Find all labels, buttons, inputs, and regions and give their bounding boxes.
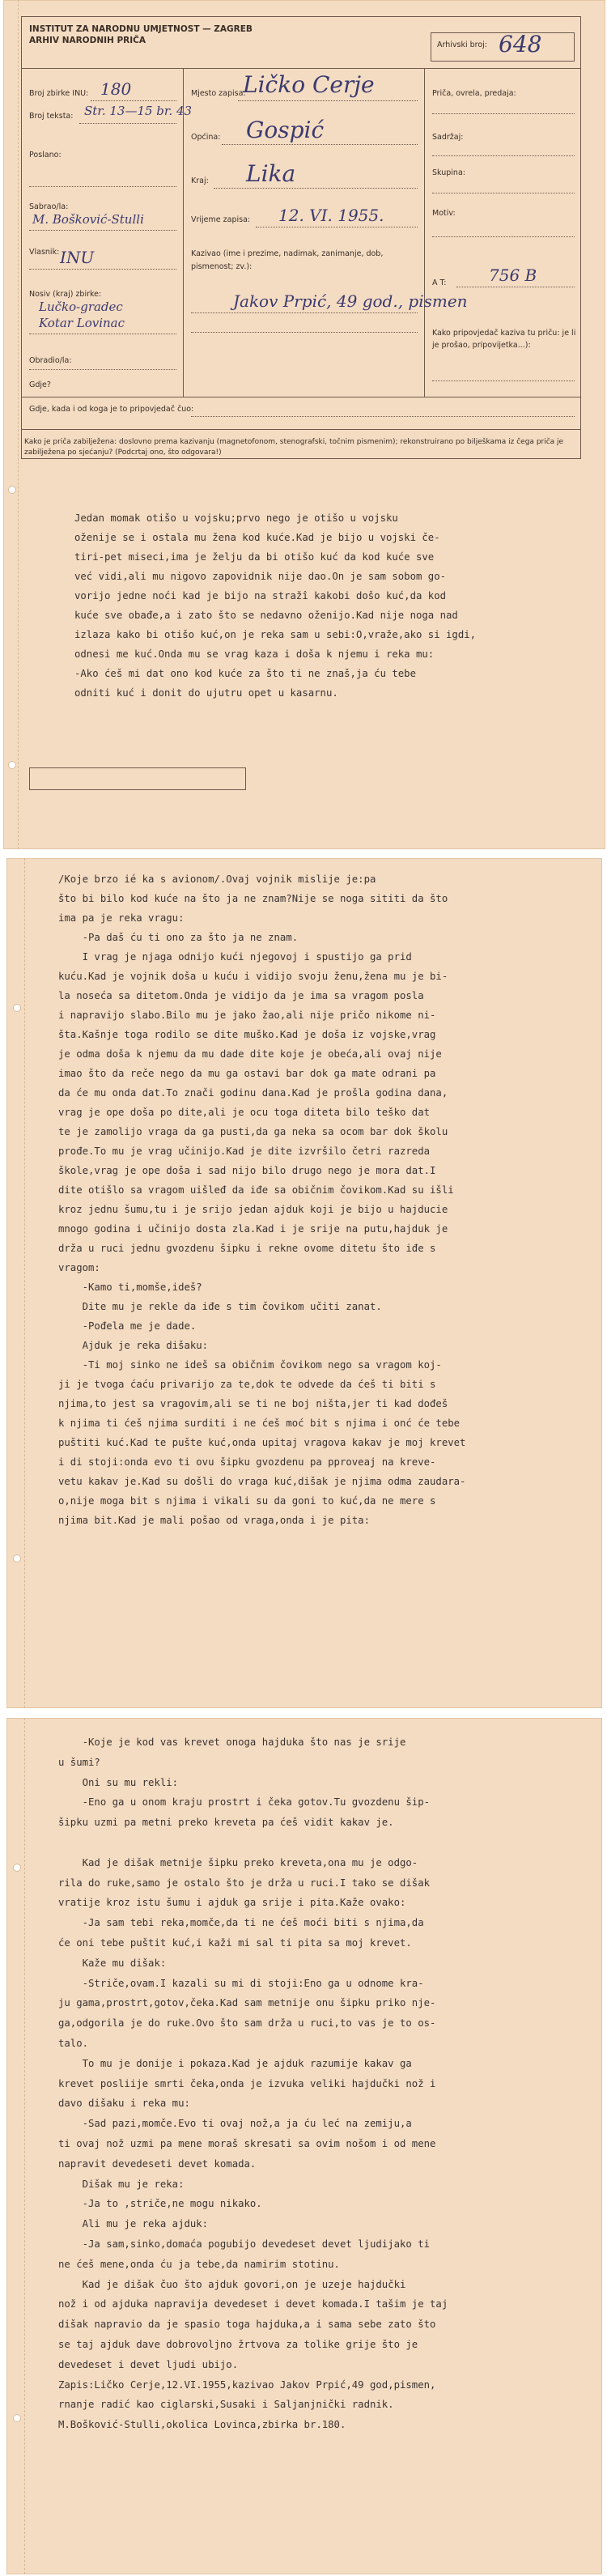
collection-owner-label: Vlasnik: [29,248,60,257]
archive-name: ARHIV NARODNIH PRIČA [29,36,146,45]
text-line: i napravijo slabo.Bilo mu je jako žao,ali nije pričo nikome ni- [58,1010,436,1021]
region-value: Lika [246,160,296,187]
field-underline [222,144,418,145]
at-value: 756 B [489,266,537,285]
index-card-page [3,0,605,849]
margin-line [24,1718,25,2574]
field-underline [191,332,418,333]
margin-line [18,0,19,849]
text-line: drža u ruci jednu gvozdenu šipku i rekne ovome ditetu što iđe s [58,1243,436,1254]
text-line: Oni su mu rekli: [58,1776,179,1788]
collection-number-value: 180 [100,79,132,99]
posted-label: Poslano: [29,151,62,159]
text-line: ti ovaj nož uzmi pa mene moraš skresati sa ovim nošom i od mene [58,2137,436,2149]
at-label: A T: [432,278,447,287]
row-divider [21,68,581,69]
text-line: vrag je ope doša po dite,ali je ocu toga diteta bilo teško dat [58,1107,431,1118]
text-line: talo. [58,2037,89,2049]
archive-number-label: Arhivski broj: [437,40,488,49]
text-line: Zapis:Ličko Cerje,12.VI.1955,kazivao Jakov Prpić,49 god,pismen, [58,2378,436,2391]
text-line: dišak napravio da je spasio toga hajduka,a i sama sebe zato što [58,2319,436,2331]
text-line: odnesi me kuć.Onda mu se vrag kaza i doša k njemu i reka mu: [74,648,435,660]
text-line: -Pa daš ću ti ono za što ja ne znam. [58,932,299,943]
text-line: Ali mu je reka ajduk: [58,2218,209,2230]
text-line: je odma doša k njemu da mu dade dite koje je obeća,ali ovaj nije [58,1048,442,1060]
text-line: njima,to jest sa vragovim,ali se ti ne boj ništa,jer ti kad dođeš [58,1398,448,1409]
collection-number-label: Broj zbirke INU: [29,89,89,98]
text-line: puštiti kuć.Kad te pušte kuć,onda upitaj vragova kakav je moj krevet [58,1437,466,1448]
text-line: -Kamo ti,momše,ideš? [58,1282,202,1293]
carrier-value-line1: Lučko-gradec [39,300,123,314]
text-line: škole,vrag je ope doša i sad nijo bilo drugo nego je mora dat.I [58,1165,436,1176]
region-label: Kraj: [191,176,209,185]
carrier-value-line2: Kotar Lovinac [39,316,125,330]
punch-hole [8,761,16,769]
field-underline [238,100,418,101]
text-line: oženije se i ostala mu žena kod kuće.Kad je bijo u vojski če- [74,532,440,543]
text-line: la noseća sa ditetom.Onda je vidijo da je ima sa vragom posla [58,990,424,1001]
field-underline [29,186,176,187]
text-line: vetu kakav je.Kad su došli do vraga kuć,dišak je njima odma zaudara- [58,1476,466,1487]
text-line: da će mu onda dat.To znači godinu dana.Kad je prošla godina dana, [58,1087,448,1099]
text-line: šta.Kašnje toga rodilo se dite muško.Kad je doša iz vojske,vrag [58,1029,436,1040]
text-line: krevet posliije smrti čeka,onda je izvuka veliki hajdučki nož i [58,2077,436,2089]
origin-label: Priča, ovrela, predaja: [432,89,516,98]
text-number-label: Broj teksta: [29,112,74,121]
text-line: već vidi,ali mu nigovo zapovidnik nije dao.On je sam sobom go- [74,571,447,582]
text-line: devedeset i devet ljudi ubijo. [58,2358,239,2370]
text-line: To mu je donije i pokaza.Kad je ajduk razumije kakav ga [58,2057,412,2069]
blank-box [29,767,246,790]
text-line: tiri-pet miseci,ima je želju da bi otišo kuć da kod kuće sve [74,551,435,563]
text-line: prođe.To mu je vrag učinijo.Kad je dite izvršilo četri razreda [58,1146,431,1157]
processed-by-label: Obradio/la: [29,356,72,365]
field-underline [191,416,575,417]
where-label: Gdje? [29,380,51,389]
text-line: Dite mu je rekle da iđe s tim čovikom učiti zanat. [58,1301,382,1312]
text-line: ju gama,prostrt,gotov,čeka.Kad sam metnije onu šipku priko nje- [58,1997,436,2009]
archive-number-value: 648 [499,31,542,57]
field-underline [29,269,176,270]
punch-hole [8,486,16,494]
column-divider [424,68,425,397]
text-line: -Eno ga u onom kraju prostrt i čeka gotov.Tu gvozdenu šip- [58,1796,431,1809]
text-line: ne ćeš mene,onda ću ja tebe,da namirim stotinu. [58,2258,340,2270]
text-line: -Ti moj sinko ne ideš sa običnim čovikom nego sa vragom koj- [58,1359,442,1371]
place-value: Ličko Cerje [243,71,375,98]
punch-hole [13,1004,21,1012]
text-line: izlaza kako bi otišo kuć,on je reka sam u sebi:O,vraže,ako si igdi, [74,629,477,640]
text-line: -Pođela me je dade. [58,1320,197,1332]
text-line: imao što da reče nego da mu ga ostavi bar dok ga mate odrani pa [58,1068,436,1079]
text-number-value: Str. 13—15 br. 43 [84,104,193,118]
text-line: ima pa je reka vragu: [58,912,185,924]
narrator-method-label: Kako pripovjedač kaziva tu priču: je li je prošao, pripovijetka...): [432,329,576,350]
text-line: nož i od ajduka napravija devedeset i devet komada.I tašim je taj [58,2298,448,2310]
narrator-value: Jakov Prpić, 49 god., pismen [233,291,468,311]
field-underline [29,369,176,370]
text-line: I vrag je njaga odnijo kući njegovoj i spustijo ga prid [58,951,412,963]
text-line: /Koje brzo ié ka s avionom/.Ovaj vojnik mislije je:pa [58,874,376,885]
text-line: Kaže mu dišak: [58,1957,167,1969]
punch-hole [13,1554,21,1562]
content-label: Sadržaj: [432,133,464,142]
text-line: vorijo jedne noći kad je bijo na stražî kakobi došo kuć,da kod [74,590,447,601]
text-line: Dišak mu je reka: [58,2178,185,2190]
text-line: se taj ajduk dave dobrovoljno žrtvova za tolike grije što je [58,2338,418,2350]
text-line: -Ja sam tebi reka,momče,da ti ne ćeš moći biti s njima,da [58,1917,424,1929]
collector-label: Sabrao/la: [29,202,69,211]
text-line: rila do ruke,samo je ostalo što je drža u ruci.I tako se dišak [58,1877,431,1889]
field-underline [214,188,418,189]
punch-hole [13,1864,21,1872]
text-line: u šumi? [58,1756,100,1768]
field-underline [191,312,418,313]
text-line: -Ako ćeš mi dat ono kod kuće za što ti ne znaš,ja ću tebe [74,668,416,679]
date-value: 12. VI. 1955. [278,206,384,225]
collection-owner-value: INU [60,248,95,267]
field-underline [432,155,575,156]
date-label: Vrijeme zapisa: [191,215,251,224]
story-text-page-3 [58,1732,448,2435]
field-underline [432,113,575,114]
motif-label: Motiv: [432,209,456,218]
text-line: ji je tvoga ćaću privarijo za te,dok te odvede da ćeš ti biti s [58,1379,436,1390]
footnote: Kako je priča zabilježena: doslovno prema kazivanju (magnetofonom, stenografski, točnim pismenim); rekonstruirano po bilješkama iz čega priča je zabilježena po sjećanju? (Podcrtaj ono, što odgovara!) [24,438,564,457]
text-line: -Koje je kod vas krevet onoga hajduka što nas je srije [58,1736,406,1748]
text-line: M.Bošković-Stulli,okolica Lovinca,zbirka br.180. [58,2419,346,2431]
text-line: dite otišlo sa vragom uišleđ da iđe sa običnim čovikom.Kad su išli [58,1184,454,1196]
text-line: davo dišaku i reka mu: [58,2098,190,2110]
story-page-3 [6,1718,602,2574]
text-line: mnogo godina i učinijo dosta zla.Kad i je srije na putu,hajduk je [58,1223,448,1235]
story-text-page-2 [58,869,465,1530]
text-line: te je zamolijo vraga da ga pusti,da ga neka sa ocom bar dok školu [58,1126,448,1137]
text-line: njima bit.Kad je mali pošao od vraga,onda i je pita: [58,1515,370,1526]
field-underline [432,380,575,381]
municipality-label: Općina: [191,133,221,142]
text-line: o,nije moga bit s njima i vikali su da goni to kuć,da ne mere s [58,1495,436,1507]
institute-name: INSTITUT ZA NARODNU UMJETNOST — ZAGREB [29,24,253,34]
field-underline [79,123,176,124]
story-text-page-1 [74,508,476,703]
place-label: Mjesto zapisa: [191,89,246,98]
text-line: će oni tebe puštit kuć,i kaži mi sal ti pita sa moj krevet. [58,1936,412,1949]
text-line: Kad je dišak metnije šipku preko kreveta,ona mu je odgo- [58,1856,418,1868]
text-line: vragom: [58,1262,100,1273]
collector-value: M. Bošković-Stulli [32,212,144,227]
text-line: Kad je dišak čuo što ajduk govori,on je uzeje hajdučki [58,2278,406,2290]
carrier-label: Nosiv (kraj) zbirke: [29,290,102,299]
text-line: Jedan momak otišo u vojsku;prvo nego je otišo u vojsku [74,512,398,524]
text-line: napravit devedeseti devet komada. [58,2157,257,2170]
text-line: šipku uzmi pa metni preko kreveta pa ćeš vidit kakav je. [58,1817,394,1829]
municipality-value: Gospić [246,117,325,143]
row-divider [21,429,581,430]
field-underline [29,230,176,231]
margin-line [24,858,25,1708]
text-line: kroz jednu šumu,tu i je srijo jedan ajduk koji je bijo u hajducie [58,1204,448,1215]
text-line: ga,odgorila je do ruke.Ovo što sam drža u ruci,to vas je to os- [58,2017,436,2030]
narrator-label: Kazivao (ime i prezime, nadimak, zanimanje, dob, pismenost; zv.): [191,249,384,271]
text-line: vratije kroz istu šumu i ajduk ga srije i pita.Kaže ovako: [58,1897,406,1909]
text-line: -Sad pazi,momče.Evo ti ovaj nož,a ja ću leć na zemiju,a [58,2118,412,2130]
punch-hole [13,2414,21,2422]
story-page-2 [6,858,602,1708]
text-line: kuće sve obađe,a i zato što se nedavno oženijo.Kad nije noga nad [74,610,458,621]
text-line: -Ja to ,striče,ne mogu nikako. [58,2198,262,2210]
text-line: k njima ti ćeš njima surditi i ne ćeš moć bit s njima i onć će tebe [58,1418,461,1429]
text-line: -Striče,ovam.I kazali su mi di stoji:Eno ga u odnome kra- [58,1977,424,1989]
text-line: Ajduk je reka dišaku: [58,1340,209,1351]
field-underline [91,100,176,101]
text-line: kuću.Kad je vojnik doša u kuću i vidijo svoju ženu,žena mu je bi- [58,971,448,982]
text-line: -Ja sam,sinko,domaća pogubijo devedeset devet ljudijako ti [58,2238,431,2250]
group-label: Skupina: [432,168,465,177]
text-line: rnanje radić kao ciglarski,Susaki i Saljanjnički radnik. [58,2399,394,2411]
source-label: Gdje, kada i od koga je to pripovjedač čuo: [29,405,194,414]
text-line: što bi bilo kod kuće na što ja ne znam?Nije se noga sititi da što [58,893,448,904]
text-line: i di stoji:onda evo ti ovu šipku gvozdenu pa pproveaj na kreve- [58,1456,436,1468]
field-underline [432,236,575,237]
text-line [58,1833,448,1853]
text-line: odniti kuć i donit do ujutru opet u kasarnu. [74,687,338,699]
